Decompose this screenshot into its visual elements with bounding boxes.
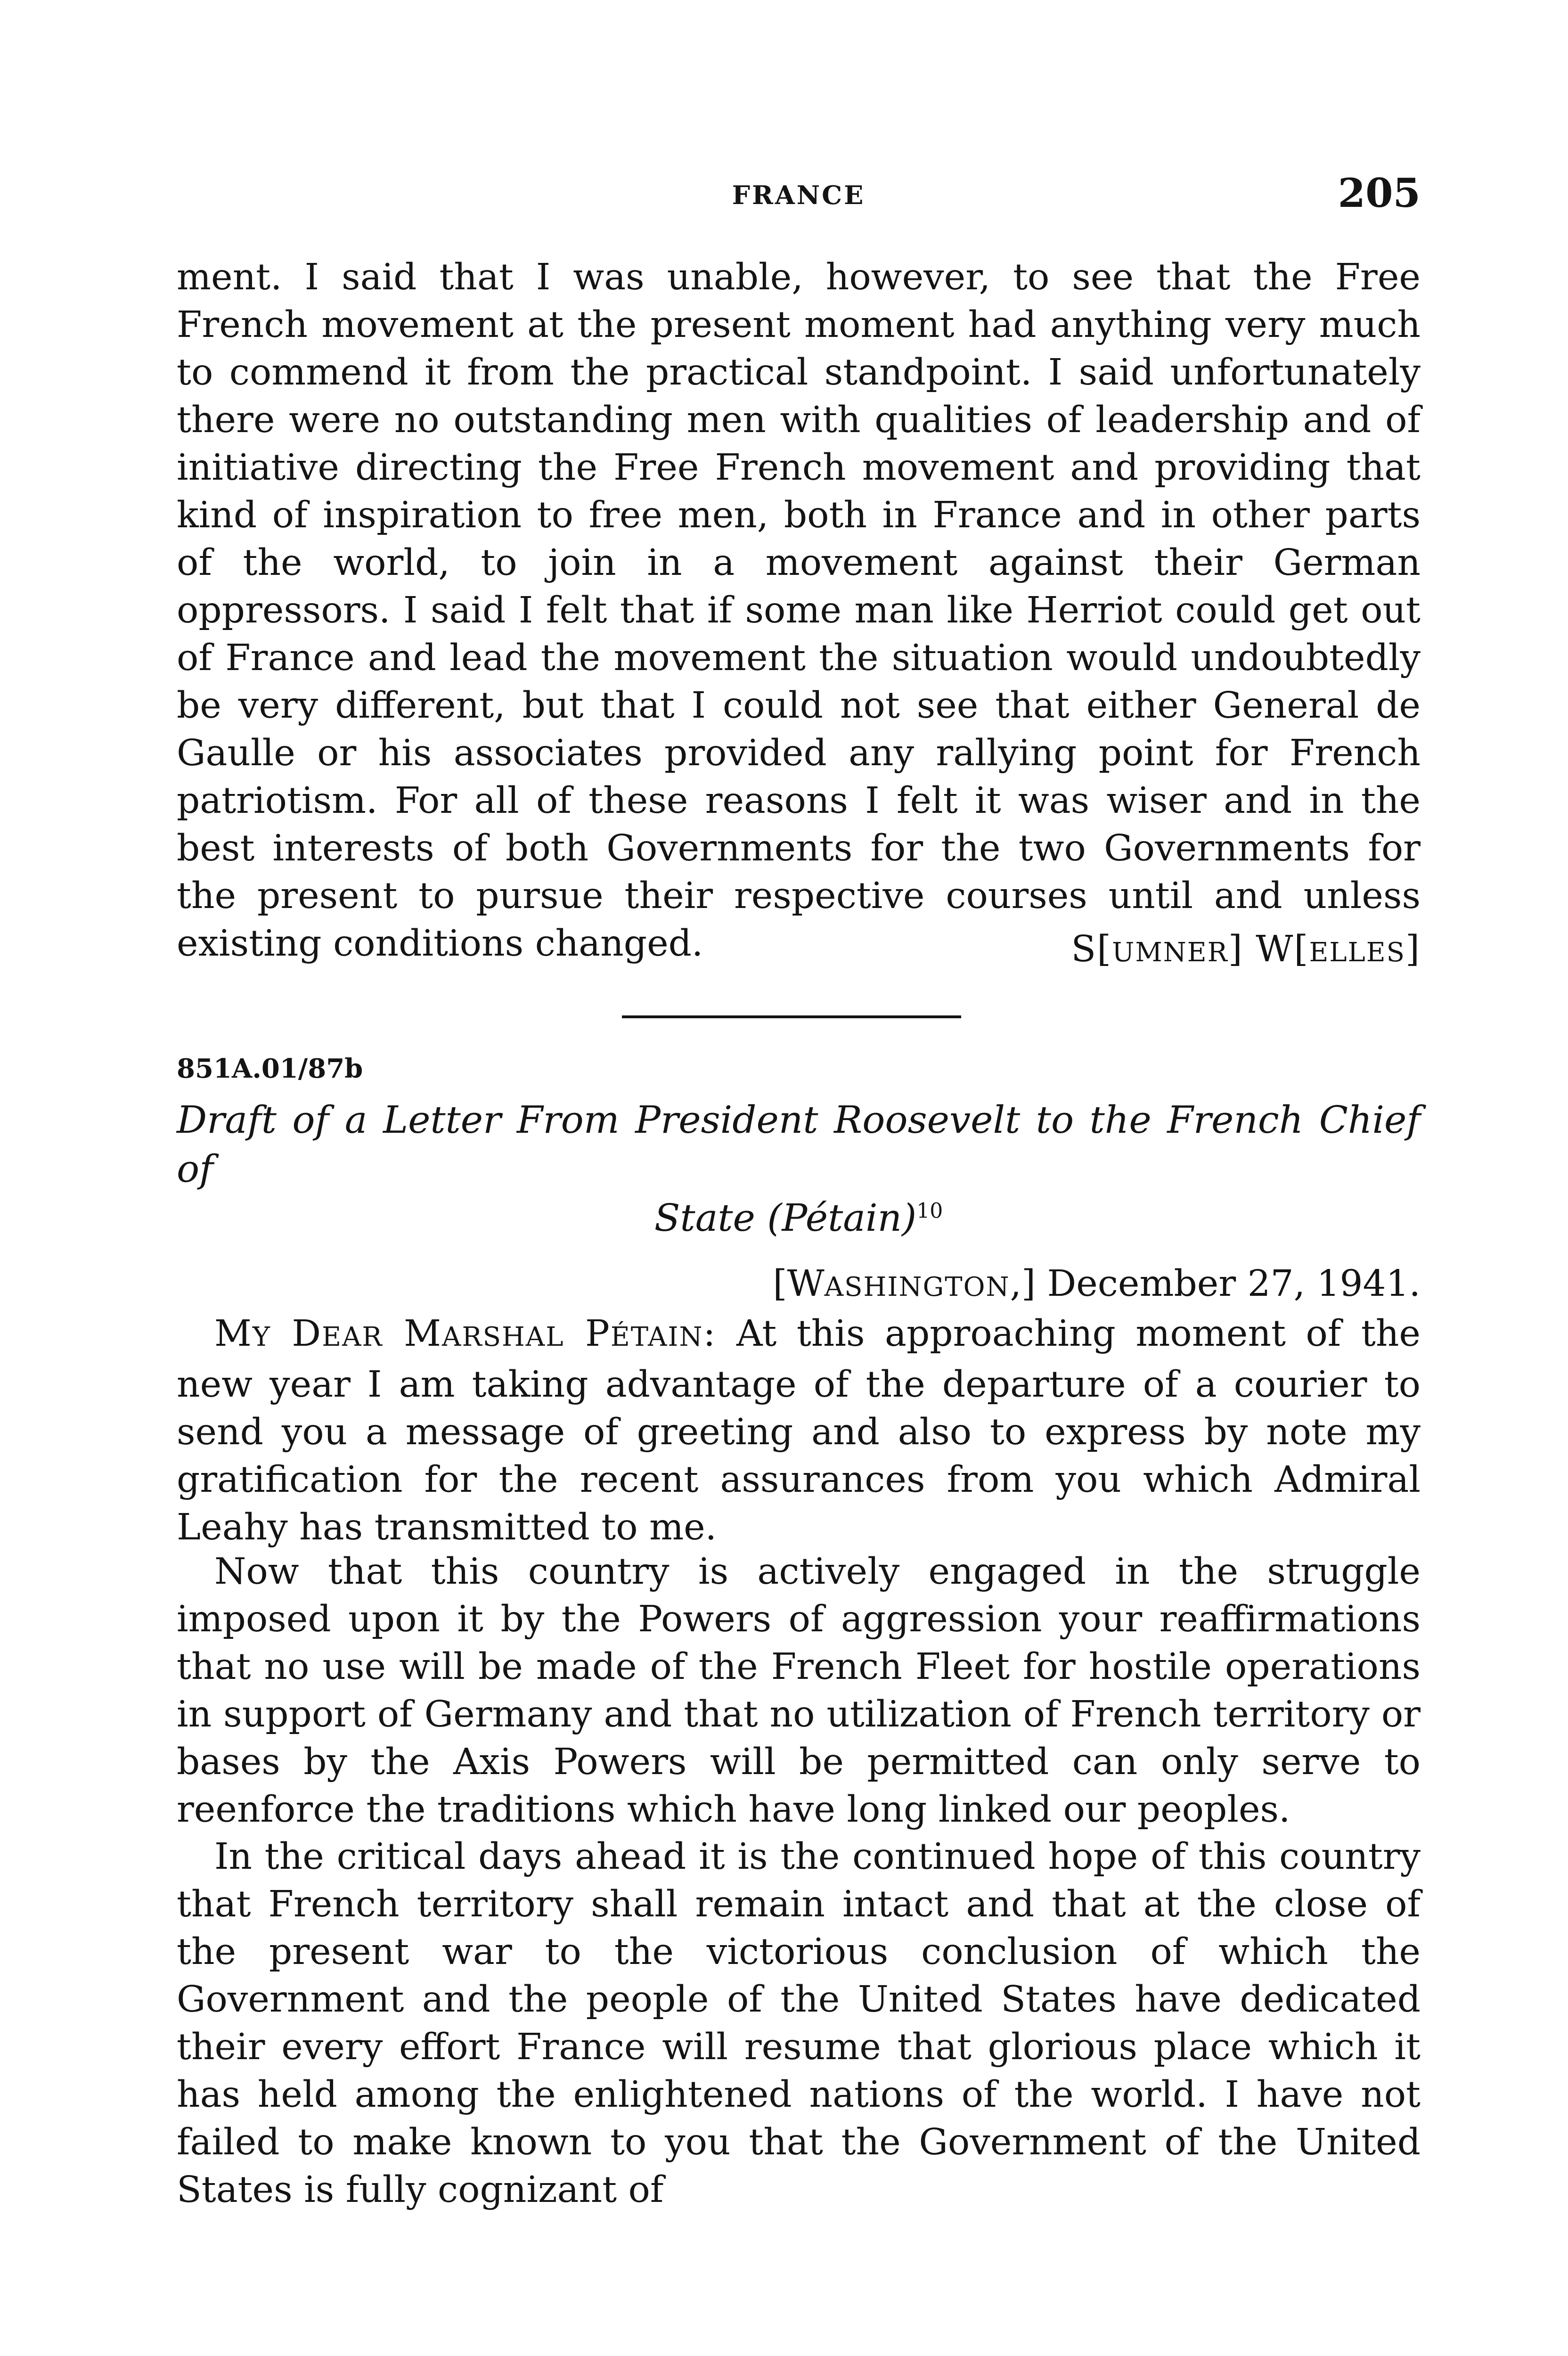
section-divider (622, 1015, 961, 1018)
letter-paragraph-3: In the critical days ahead it is the continued hope of this country that French territory shall remain intact and that at the close of the present war to the victorious conclusion of which the Government and the people of the United States have dedicated their every effort France will resume that glorious place which it has held among the enlightened nations of the world. I have not failed to make known to you that the Government of the United States is fully cognizant of (177, 1836, 1421, 2211)
signature-mid: ] W[ (1228, 928, 1309, 970)
salutation-part: ÉTAIN (610, 1322, 703, 1352)
document-title-line2: State (Pétain) (654, 1196, 917, 1240)
salutation-part: P (564, 1313, 611, 1355)
signature (1071, 928, 1421, 970)
salutation-part: EAR (322, 1322, 383, 1352)
signature-close: ] (1405, 928, 1421, 970)
salutation-part: : (703, 1313, 717, 1355)
document-title-line1: Draft of a Letter From President Roosevelt to the French Chief of (177, 1098, 1421, 1191)
letter-paragraph-1 (177, 1310, 1421, 1551)
dateline-place: ASHINGTON (824, 1272, 1010, 1302)
footnote-reference: 10 (916, 1199, 943, 1223)
letter-paragraph-2: Now that this country is actively engaged in the struggle imposed upon it by the Powers of aggression your reaffirmations that no use will be made of the French Fleet for hostile operations in support of Germany and that no utilization of French territory or bases by the Axis Powers will be permitted can only serve to reenforce the traditions which have long linked our peoples. (177, 1551, 1421, 1831)
document-title (177, 1096, 1421, 1243)
dateline (773, 1263, 1421, 1305)
file-reference: 851A.01/87b (177, 1053, 363, 1084)
dateline-open: [W (773, 1263, 825, 1305)
continuation-paragraph: ment. I said that I was unable, however, to see that the Free French movement at the present moment had anything very much to commend it from the practical standpoint. I said unfortunately there were no outstanding men with qualities of leadership and of initiative directing the Free French movement and providing that kind of inspiration to free men, both in France and in other parts of the world, to join in a movement against their German oppressors. I said I felt that if some man like Herriot could get out of France and lead the movement the situation would undoubtedly be very different, but that I could not see that either General de Gaulle or his associates provided any rallying point for French patriotism. For all of these reasons I felt it was wiser and in the best interests of both Governments for the two Governments for the present to pursue their respective courses until and unless existing conditions changed. (177, 256, 1421, 965)
signature-w-rest: ELLES (1309, 937, 1405, 968)
signature-s-rest: UMNER (1112, 937, 1228, 968)
running-title: FRANCE (732, 180, 866, 210)
signature-s-initial: S[ (1071, 928, 1112, 970)
page-number: 205 (1338, 170, 1421, 216)
salutation-part: ARSHAL (442, 1322, 564, 1352)
salutation-part: M (214, 1313, 253, 1355)
salutation-part: M (383, 1313, 442, 1355)
salutation (214, 1313, 717, 1355)
salutation-part: Y (252, 1322, 271, 1352)
document-title-line2-wrap (177, 1194, 1421, 1243)
running-head (177, 170, 1421, 226)
salutation-part: D (270, 1313, 322, 1355)
letter-paragraph-1-body: At this approaching moment of the new year I am taking advantage of the departure of a courier to send you a message of greeting and also to express by note my gratification for the recent assurances from you which Admiral Leahy has transmitted to me. (177, 1313, 1421, 1548)
dateline-date: ,] December 27, 1941. (1010, 1263, 1421, 1305)
